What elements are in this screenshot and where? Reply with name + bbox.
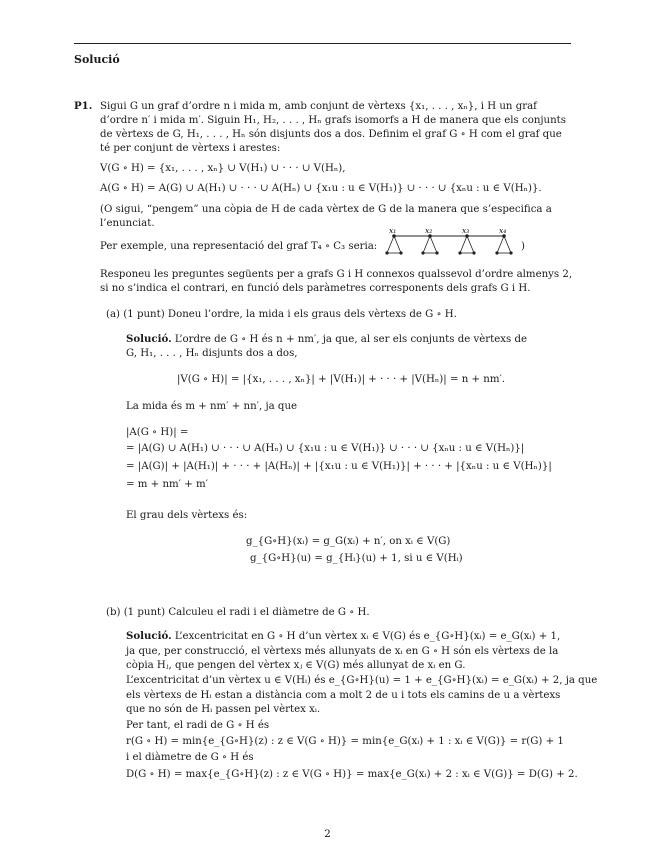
note-line-1: (O sigui, “pengem” una còpia de H de cada vèrtex de G de la manera que s’especifica a — [100, 204, 552, 215]
degree-intro: El grau dels vèrtexs és: — [126, 510, 248, 521]
part-b-line-3: còpia Hⱼ, que pengen del vèrtex xⱼ ∈ V(G) més allunyat de xᵢ en G. — [126, 660, 466, 671]
part-a-solution-label: Solució. — [126, 333, 172, 345]
part-b-line-6: que no són de Hᵢ passen pel vèrtex xᵢ. — [126, 704, 321, 715]
example-graph-figure — [374, 226, 524, 262]
definition-vertices: V(G ∘ H) = {x₁, . . . , xₙ} ∪ V(H₁) ∪ · · · ∪ V(Hₙ), — [100, 163, 346, 174]
note-line-2: l’enunciat. — [100, 218, 155, 229]
part-b-line-9: i el diàmetre de G ∘ H és — [126, 752, 254, 763]
example-text: Per exemple, una representació del graf T₄ ∘ C₃ seria: — [100, 241, 378, 252]
size-equation-line-3: = |A(G)| + |A(H₁)| + · · · + |A(Hₙ)| + |{x₁u : u ∈ V(H₁)}| + · · · + |{xₙu : u ∈ V(Hₙ)}| — [126, 461, 552, 472]
size-equation-line-1: |A(G ∘ H)| = — [126, 427, 189, 438]
part-a-question: (a) (1 punt) Doneu l’ordre, la mida i els graus dels vèrtexs de G ∘ H. — [106, 309, 457, 320]
problem-intro-line-3: de vèrtexs de G, H₁, . . . , Hₙ són disjunts dos a dos. Definim el graf G ∘ H com el graf que — [100, 129, 562, 140]
respond-line-1: Responeu les preguntes següents per a grafs G i H connexos qualssevol d’ordre almenys 2, — [100, 269, 573, 280]
degree-equation-line-2: g_{G∘H}(u) = g_{Hᵢ}(u) + 1, si u ∈ V(Hᵢ) — [250, 553, 463, 564]
respond-line-2: si no s’indica el contrari, en funció dels paràmetres corresponents dels grafs G i H. — [100, 283, 531, 294]
vertex-label-x3: x₃ — [462, 226, 470, 235]
header-rule — [74, 43, 571, 44]
pendant-triangle-4 — [495, 234, 512, 254]
pendant-triangle-1 — [385, 234, 402, 254]
size-equation-line-2: = |A(G) ∪ A(H₁) ∪ · · · ∪ A(Hₙ) ∪ {x₁u : u ∈ V(H₁)} ∪ · · · ∪ {xₙu : u ∈ V(Hₙ)}| — [126, 443, 525, 454]
vertex-label-x1: x₁ — [389, 226, 397, 235]
part-b-line-5: els vèrtexs de Hᵢ estan a distància com a molt 2 de u i tots els camins de u a vèrtexs — [126, 690, 561, 701]
problem-label: P1. — [74, 100, 93, 112]
part-b-line-2: ja que, per construcció, el vèrtexs més allunyats de xᵢ en G ∘ H són els vèrtexs de la — [126, 646, 559, 657]
part-b-question: (b) (1 punt) Calculeu el radi i el diàmetre de G ∘ H. — [106, 607, 370, 618]
page-number: 2 — [324, 828, 331, 840]
vertex-label-x4: x₄ — [499, 226, 507, 235]
problem-intro-line-4: té per conjunt de vèrtexs i arestes: — [100, 143, 281, 154]
part-b-line-4: L’excentricitat d’un vèrtex u ∈ V(Hᵢ) és e_{G∘H}(u) = 1 + e_{G∘H}(xᵢ) = e_G(xᵢ) + 2, ja que — [126, 675, 598, 686]
size-equation-line-4: = m + nm′ + m′ — [126, 479, 208, 490]
part-a-solution-line-2: G, H₁, . . . , Hₙ disjunts dos a dos, — [126, 348, 298, 359]
example-close-paren: ) — [521, 241, 525, 252]
section-title: Solució — [74, 53, 120, 66]
pendant-triangle-2 — [421, 234, 438, 254]
part-b-solution-line-1 — [126, 630, 560, 644]
part-b-solution-text: L’excentricitat en G ∘ H d’un vèrtex xᵢ ∈ V(G) és e_{G∘H}(xᵢ) = e_G(xᵢ) + 1, — [171, 631, 561, 642]
radius-equation: r(G ∘ H) = min{e_{G∘H}(z) : z ∈ V(G ∘ H)} = min{e_G(xᵢ) + 1 : xᵢ ∈ V(G)} = r(G) + 1 — [126, 736, 564, 747]
problem-intro-line-1: Sigui G un graf d’ordre n i mida m, amb conjunt de vèrtexs {x₁, . . . , xₙ}, i H un graf — [100, 101, 537, 112]
size-intro: La mida és m + nm′ + nn′, ja que — [126, 401, 298, 412]
degree-equation-line-1: g_{G∘H}(xᵢ) = g_G(xᵢ) + n′, on xᵢ ∈ V(G) — [246, 536, 451, 547]
part-b-solution-label: Solució. — [126, 630, 172, 642]
part-a-solution-text: L’ordre de G ∘ H és n + nm′, ja que, al ser els conjunts de vèrtexs de — [171, 334, 528, 345]
order-equation: |V(G ∘ H)| = |{x₁, . . . , xₙ}| + |V(H₁)| + · · · + |V(Hₙ)| = n + nm′. — [177, 374, 506, 385]
part-b-line-7: Per tant, el radi de G ∘ H és — [126, 720, 270, 731]
pendant-triangle-3 — [458, 234, 475, 254]
vertex-label-x2: x₂ — [425, 226, 433, 235]
diameter-equation: D(G ∘ H) = max{e_{G∘H}(z) : z ∈ V(G ∘ H)} = max{e_G(xᵢ) + 2 : xᵢ ∈ V(G)} = D(G) + 2. — [126, 769, 578, 780]
part-a-solution-line-1 — [126, 333, 527, 347]
definition-edges: A(G ∘ H) = A(G) ∪ A(H₁) ∪ · · · ∪ A(Hₙ) ∪ {x₁u : u ∈ V(H₁)} ∪ · · · ∪ {xₙu : u ∈ V(Hₙ)}. — [100, 183, 542, 194]
problem-intro-line-2: d’ordre n′ i mida m′. Siguin H₁, H₂, . . . , Hₙ grafs isomorfs a H de manera que els conjunts — [100, 115, 566, 126]
